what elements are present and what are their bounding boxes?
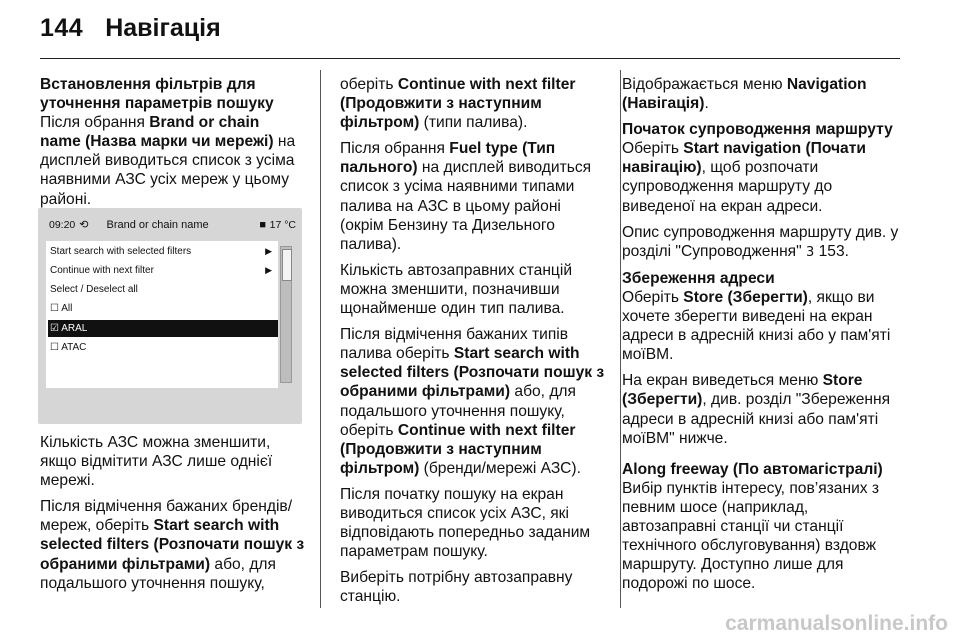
back-icon: ⟲ [79,219,89,231]
list-item-start-search[interactable] [48,243,278,260]
arrow-right-icon: ▶ [265,246,272,256]
text: Після обрання [40,114,150,132]
header-rule [40,58,900,59]
ui-term: Start navigation (Почати навігацію) [622,140,866,177]
text: оберіть [340,76,398,93]
list-item-label: Start search with selected filters [50,246,192,257]
page-header [40,14,221,54]
text: (бренди/мережі АЗС). [419,459,581,477]
section-title: Навігація [105,14,221,42]
ui-term: Start search with selected filters (Розпочати пошук з обраними фільтрами) [340,345,605,401]
list-item-aral[interactable] [48,320,278,337]
text: Оберіть [622,288,684,306]
text: , щоб розпочати супроводження маршруту до виведеної на екран адреси. [622,159,833,215]
text: , див. розділ "Збереження адреси в адресній книзі або пам'яті моїВМ" нижче. [622,391,891,447]
text: або, для подальшого уточнення пошуку, оберіть [340,383,576,439]
paragraph [622,139,904,215]
heading-start-guidance: Початок супроводження маршруту [622,121,893,139]
paragraph: Виберіть потрібну автозаправну станцію. [340,569,573,606]
list-item-label: Select / Deselect all [50,284,138,295]
list-item-label: ☐ All [50,303,73,314]
text: (типи палива). [419,114,528,132]
text: на дисплей виводиться список з усіма наявними типами палива на АЗС в цьому районі (окрім Бензину та Дизельного палива). [340,159,592,253]
text: Опис супроводження маршруту див. у розділі "Супроводження" [622,223,899,260]
list-item-atac[interactable] [48,339,278,356]
watermark: carmanualsonline.info [725,612,948,635]
column-2 [340,75,606,613]
scrollbar-thumb[interactable] [282,249,292,281]
text: Після обрання [340,140,450,158]
ui-term: Navigation (Навігація) [622,76,867,113]
text: Після відмічення бажаних типів палива оберіть [340,326,569,363]
text: на дисплей виводиться список з усіма наявними АЗС усіх мереж у цьому районі. [40,133,296,208]
column-1-lower [40,433,308,600]
ui-term: Start search with selected filters (Розпочати пошук з обраними фільтрами) [40,517,305,573]
paragraph [340,75,606,132]
heading-filters: Встановлення фільтрів для уточнення параметрів пошуку [40,76,274,113]
page-number: 144 [40,14,84,42]
text: На екран виведеться меню [622,372,823,390]
paragraph [622,371,904,447]
temperature: 17 °C [269,218,296,231]
paragraph [40,113,302,208]
list-item-label: Continue with next filter [50,265,154,276]
list-item-label: ☐ ATAC [50,342,87,353]
list-item-all[interactable] [48,300,278,317]
paragraph [622,288,904,364]
arrow-right-icon: ▶ [265,265,272,275]
paragraph: Після початку пошуку на екран виводиться список усіх АЗС, які відповідають попередньо заданим параметрам пошуку. [340,485,591,561]
display-screenshot [38,208,302,424]
list-item-select-all[interactable] [48,281,278,298]
column-divider-2 [620,70,621,608]
screen-list [46,241,278,388]
screen-title: Brand or chain name [106,218,209,231]
list-item-label: ☑ ARAL [50,323,88,334]
ui-term: Continue with next filter (Продовжити з наступним фільтром) [340,421,576,477]
ui-term: Store (Зберегти) [622,372,863,409]
screen-status-bar [46,208,302,241]
heading-along-freeway: Along freeway (По автомагістралі) [622,460,883,478]
column-1 [40,75,302,216]
scrollbar[interactable] [280,246,292,383]
heading-save-address: Збереження адреси [622,269,775,287]
text: або, для подальшого уточнення пошуку, [40,555,276,592]
ui-term: Store (Зберегти) [683,288,808,306]
text: Після відмічення бажаних брендів/мереж, оберіть [40,498,293,535]
paragraph [340,325,606,478]
text: 153. [814,242,849,260]
text: . [704,95,709,113]
text: Оберіть [622,140,684,158]
list-item-continue[interactable] [48,262,278,279]
text: , якщо ви хочете зберегти виведені на екран адреси в адресній книзі або у пам'яті моїВМ. [622,288,891,364]
column-divider-1 [320,70,321,608]
clock: 09:20 [49,218,76,231]
paragraph: Кількість автозаправних станцій можна зменшити, позначивши щонайменше один тип палива. [340,261,573,318]
fuel-icon: ■ [259,218,266,231]
ui-term: Fuel type (Тип пального) [340,140,556,177]
text: Відображається меню [622,76,787,93]
paragraph [622,223,904,262]
paragraph [622,75,904,113]
ui-term: Brand or chain name (Назва марки чи мережі) [40,114,274,151]
page-ref-icon: 3 [806,244,815,260]
paragraph [340,139,606,254]
ui-term: Continue with next filter (Продовжити з наступним фільтром) [340,76,576,132]
paragraph [40,497,308,592]
paragraph: Кількість АЗС можна зменшити, якщо відмітити АЗС лише однієї мережі. [40,434,273,490]
column-3 [622,75,904,600]
paragraph: Вибір пунктів інтересу, пов’язаних з певним шосе (наприклад, автозаправні станції чи станції технічного обслуговування) вздовж маршруту. Доступно лише для подорожі по шосе. [622,479,880,593]
